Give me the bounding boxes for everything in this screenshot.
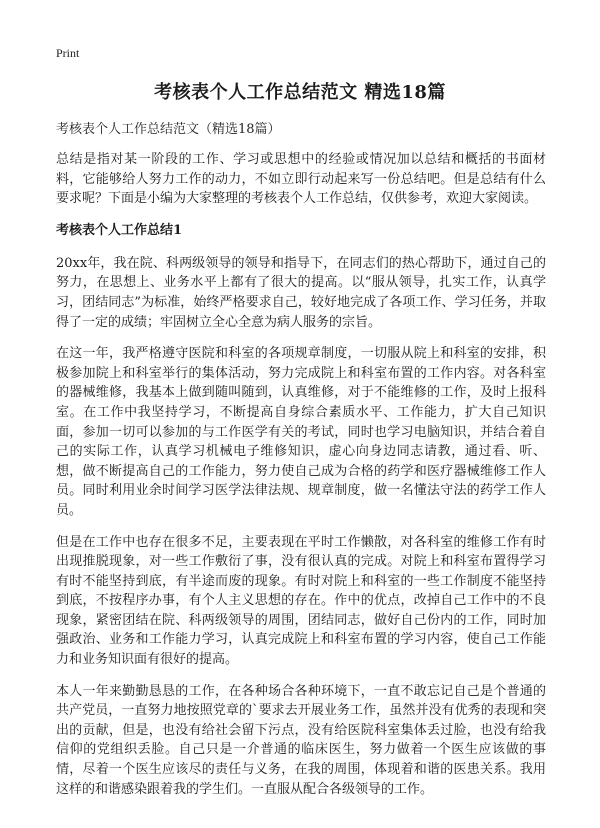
print-link[interactable]: Print bbox=[56, 46, 80, 60]
intro-paragraph: 总结是指对某一阶段的工作、学习或思想中的经验或情况加以总结和概括的书面材料，它能够给人努力工作的动力，不如立即行动起来写一份总结吧。但是总结有什么要求呢？下面是小编为大家整理的考核表个人工作总结，仅供参考，欢迎大家阅读。 bbox=[56, 152, 546, 207]
article-body bbox=[56, 120, 546, 811]
body-paragraph-4: 本人一年来勤勤恳恳的工作，在各种场合各种环境下，一直不敢忘记自己是个普通的共产党员，一直努力地按照党章的`要求去开展业务工作，虽然并没有优秀的表现和突出的贡献，但是，也没有给社会留下污点，没有给医院科室集体丢过脸，也没有给我信仰的党组织丢脸。自己只是一介普通的临床医生，努力做着一个医生应该做的事情，尽着一个医生应该尽的责任与义务，在我的周围，体现着和谐的医患关系。我用这样的和谐感染跟着我的学生们。一直服从配合各级领导的工作。 bbox=[56, 683, 546, 797]
body-paragraph-1: 20xx年，我在院、科两级领导的领导和指导下，在同志们的热心帮助下，通过自己的努力，在思想上、业务水平上都有了很大的提高。以“服从领导，扎实工作，认真学习，团结同志”为标准，始终严格要求自己，较好地完成了各项工作、学习任务，并取得了一定的成绩；牢固树立全心全意为病人服务的宗旨。 bbox=[56, 255, 546, 330]
page-title: 考核表个人工作总结范文 精选18篇 bbox=[154, 82, 446, 103]
article-subtitle: 考核表个人工作总结范文（精选18篇） bbox=[56, 122, 281, 137]
section-heading: 考核表个人工作总结1 bbox=[56, 222, 183, 238]
body-paragraph-3: 但是在工作中也存在很多不足，主要表现在平时工作懒散，对各科室的维修工作有时出现推脱现象，对一些工作敷衍了事，没有很认真的完成。对院上和科室布置得学习有时不能坚持到底，有半途而废的现象。有时对院上和科室的一些工作制度不能坚持到底，不按程序办事，有个人主义思想的存在。作中的优点，改掉自己工作中的不良现象，紧密团结在院、科两级领导的周围，团结同志，做好自己份内的工作，同时加强政治、业务和工作能力学习，认真完成院上和科室布置的学习内容，使自己工作能力和业务知识面有很好的提高。 bbox=[56, 534, 546, 668]
body-paragraph-2: 在这一年，我严格遵守医院和科室的各项规章制度，一切服从院上和科室的安排，积极参加院上和科室举行的集体活动，努力完成院上和科室布置的工作内容。对各科室的器械维修，我基本上做到随叫随到，认真维修，对于不能维修的工作，及时上报科室。在工作中我坚持学习，不断提高自身综合素质水平、工作能力，扩大自己知识面，参加一切可以参加的与工作医学有关的考试，同时也学习电脑知识，并结合着自己的实际工作，认真学习机械电子维修知识，虚心向身边同志请教，通过看、听、想，做不断提高自己的工作能力，努力使自己成为合格的药学和医疗器械维修工作人员。同时利用业余时间学习医学法律法规、规章制度，做一名懂法守法的药学工作人员。 bbox=[56, 346, 546, 518]
